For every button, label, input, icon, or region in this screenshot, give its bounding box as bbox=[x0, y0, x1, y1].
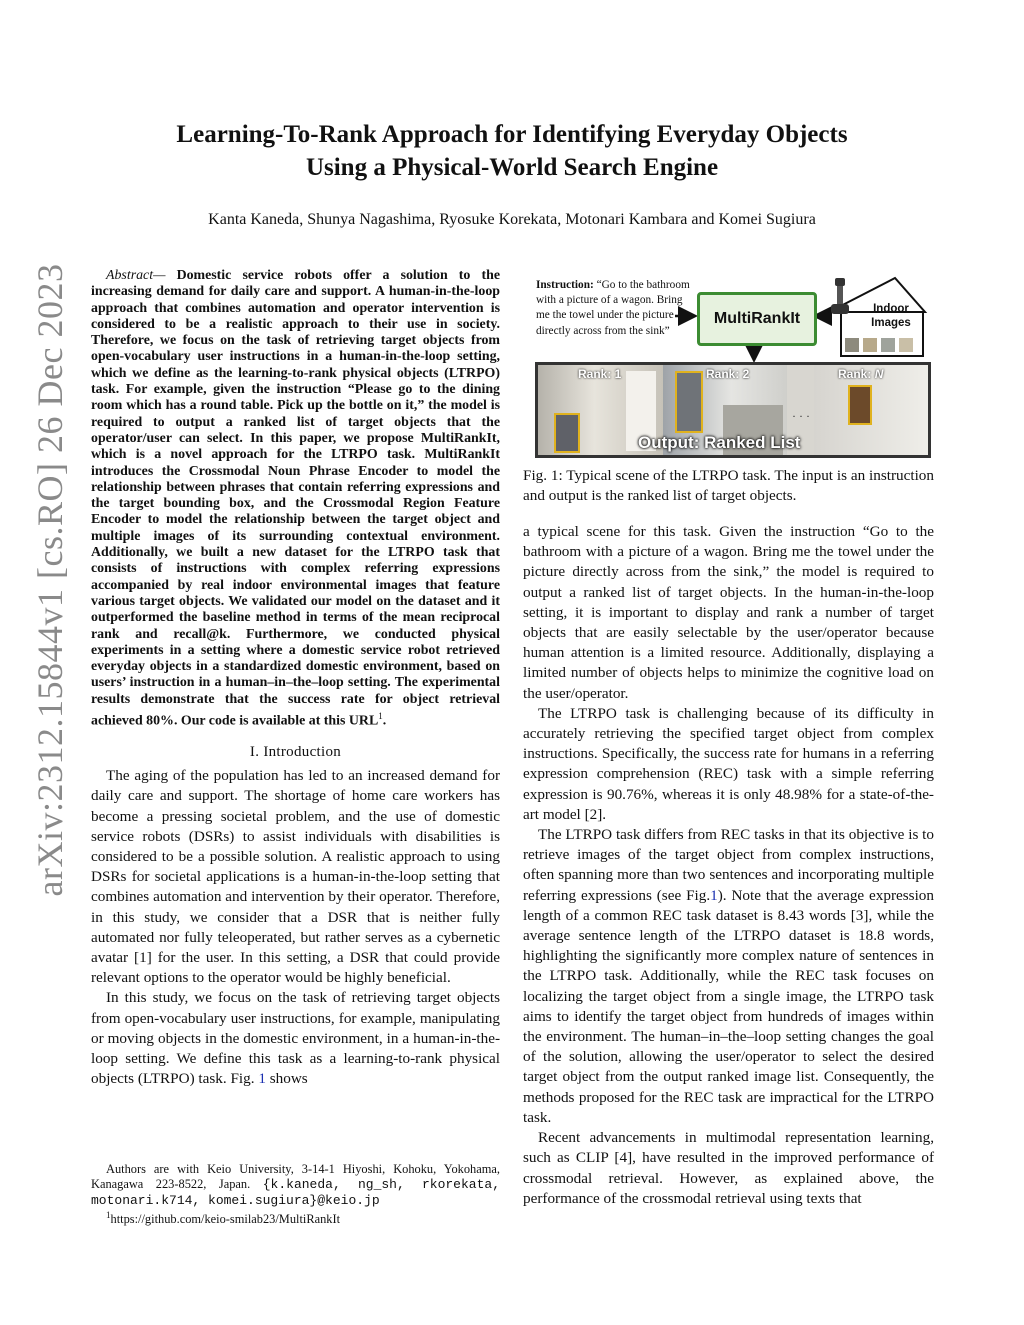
body-paragraph: Recent advancements in multimodal representation learning, such as CLIP [4], have resulted in the improved performance of crossmodal retrieval. However, as explained above, the performance of the crossmodal retrieval using texts that bbox=[523, 1129, 934, 1207]
left-column bbox=[91, 268, 500, 1089]
affiliation-footnote: Authors are with Keio University, 3-14-1 Hiyoshi, Kohoku, Yokohama, Kanagawa 223-8522, Japan. {k.kaneda, ng_sh, rkorekata, motonari.k714, komei.sugiura}@keio.jp bbox=[91, 1162, 500, 1208]
body-paragraph: The aging of the population has led to an increased demand for daily care and support. The shortage of home care workers has become a pressing societal problem, and the use of domestic service robots (DSRs) to assist individuals with disabilities is considered to be a possible solution. A realistic approach to using DSRs for societal applications is a human-in-the-loop setting that combines automation and intervention by their operator. Therefore, in this study, we consider that a DSR that is neither fully automated nor fully teleoperated, but rather serves as a cybernetic avatar [1] for the user. In this setting, a DSR that could provide relevant options to the operator would be highly beneficial. bbox=[91, 767, 500, 987]
arxiv-stamp: arXiv:2312.15844v1 [cs.RO] 26 Dec 2023 bbox=[30, 263, 70, 897]
rank-1-label: Rank: 1 bbox=[578, 367, 622, 381]
indoor-images-label: Indoor Images bbox=[871, 303, 911, 329]
rank-2-label: Rank: 2 bbox=[706, 367, 750, 381]
author-list: Kanta Kaneda, Shunya Nagashima, Ryosuke Korekata, Motonari Kambara and Komei Sugiura bbox=[208, 211, 816, 228]
section-heading-introduction: I. Introduction bbox=[249, 743, 342, 760]
output-ranked-list-label: Output: Ranked List bbox=[638, 433, 801, 452]
robot-icon bbox=[831, 278, 849, 314]
body-paragraph: a typical scene for this task. Given the instruction “Go to the bathroom with a picture of a wagon. Bring me the towel under the picture directly across from the sink,” the model is required to output a ranked list of target objects. In the human-in-the-loop setting, it is important to display and rank a number of target objects that are easily selectable by the user/operator because human attention is a limited resource. Additionally, displaying a limited number of objects helps to minimize the cognitive load on the user/operator. bbox=[523, 523, 934, 702]
author-emails: {k.kaneda, ng_sh, rkorekata, motonari.k714, komei.sugiura}@keio.jp bbox=[91, 1177, 500, 1208]
footnote-mark[interactable]: 1 bbox=[378, 711, 383, 722]
ellipsis: · · · bbox=[792, 409, 810, 423]
title-line-1: Learning-To-Rank Approach for Identifying Everyday Objects bbox=[176, 121, 848, 148]
figure-reference-link[interactable]: 1 bbox=[710, 886, 718, 904]
body-paragraph: In this study, we focus on the task of retrieving target objects from open-vocabulary user instructions, for example, manipulating or moving objects in the domestic environment, in a human-in-the-loop setting. We define this task as a learning-to-rank physical objects (LTRPO) task. Fig. 1 shows bbox=[91, 989, 500, 1088]
paper-title bbox=[100, 118, 924, 184]
code-url-link[interactable]: https://github.com/keio-smilab23/MultiRankIt bbox=[110, 1212, 341, 1227]
model-box: MultiRankIt bbox=[697, 292, 817, 346]
figure-1 bbox=[525, 272, 935, 462]
figure-instruction: Instruction: “Go to the bathroom with a picture of a wagon. Bring me the towel under the picture directly across from the sink” bbox=[536, 279, 690, 337]
rank-n-label: Rank: N bbox=[838, 367, 884, 381]
title-line-2: Using a Physical-World Search Engine bbox=[305, 154, 719, 181]
body-paragraph: The LTRPO task differs from REC tasks in that its objective is to retrieve images of the target object from complex instructions, often spanning more than two sentences and incorporating multiple referring expressions (see Fig.1). Note that the average expression length of a common REC task dataset is 8.43 words [3], while the average sentence length of the LTRPO dataset is 18.8 words, highlighting the significantly more complex nature of sentences in the LTRPO task. Additionally, while the REC task focuses on localizing the target object from a single image, the LTRPO task aims to identify the target object from hundreds of images within the environment. The human–in–the–loop setting changes the goal of the solution, allowing the user/operator to select the desired target object from the output ranked image list. Consequently, the methods proposed for the REC task are impractical for the LTRPO task. bbox=[523, 826, 934, 1126]
figure-caption: Fig. 1: Typical scene of the LTRPO task. The input is an instruction and output is the ranked list of target objects. bbox=[523, 467, 934, 505]
body-paragraph: The LTRPO task is challenging because of its difficulty in accurately retrieving the specified target object from complex instructions. Specifically, the success rate for humans in a referring expression comprehension (REC) task with a simple referring expression is 90.76%, whereas it is only 48.98% for a state-of-the-art model [2]. bbox=[523, 704, 934, 823]
abstract-text: Domestic service robots offer a solution to the increasing demand for daily care and support. A human-in-the-loop approach that combines automation and operator intervention is considered to be a realistic approach to their use in society. Therefore, we focus on the task of retrieving target objects from open-vocabulary user instructions in a human-in-the-loop setting, which we define as the learning-to-rank physical objects (LTRPO) task. For example, given the instruction “Please go to the dining room which has a round table. Pick up the bottle on it,” the model is required to output a ranked list of target objects that the operator/user can select. In this paper, we propose MultiRankIt, which is a novel approach for the LTRPO task. MultiRankIt introduces the Crossmodal Noun Phrase Encoder to model the relationship between phrases that contain referring expressions and the target bounding box, and the Crossmodal Region Feature Encoder to model the relationship between the target object and multiple images of its surrounding contextual environment. Additionally, we built a new dataset for the LTRPO task that consists of instructions with complex referring expressions accompanied by real indoor environmental images that feature various target objects. We validated our model on the dataset and it outperformed the baseline method in terms of the mean reciprocal rank and recall@k. Furthermore, we conducted physical experiments in a setting where a domestic service robot retrieved everyday objects in a standardized domestic environment, based on users’ instruction in a human–in–the–loop setting. The experimental results demonstrate that the success rate for object retrieval achieved 80%. Our code is available at this URL bbox=[91, 268, 500, 729]
abstract: Abstract— Domestic service robots offer a solution to the increasing demand for daily care and support. A human-in-the-loop approach that combines automation and operator intervention is considered to be a realistic approach to their use in society. Therefore, we focus on the task of retrieving target objects from open-vocabulary user instructions in a human-in-the-loop setting, which we define as the learning-to-rank physical objects (LTRPO) task. For example, given the instruction “Please go to the dining room which has a round table. Pick up the bottle on it,” the model is required to output a ranked list of target objects that the operator/user can select. In this paper, we propose MultiRankIt, which is a novel approach for the LTRPO task. MultiRankIt introduces the Crossmodal Noun Phrase Encoder to model the relationship between phrases that contain referring expressions and the target bounding box, and the Crossmodal Region Feature Encoder to model the relationship between the target object and multiple images of its surrounding contextual environment. Additionally, we built a new dataset for the LTRPO task that consists of instructions with complex referring expressions accompanied by real indoor environmental images that feature various target objects. We validated our model on the dataset and it outperformed the baseline method in terms of the mean reciprocal rank and recall@k. Furthermore, we conducted physical experiments in a setting where a domestic service robot retrieved everyday objects in a standardized domestic environment, based on users’ instruction in a human–in–the–loop setting. The experimental results demonstrate that the success rate for object retrieval achieved 80%. Our code is available at this URL$^1$. bbox=[91, 268, 500, 729]
footnotes bbox=[91, 1162, 500, 1228]
right-column bbox=[523, 522, 934, 1209]
url-footnote: $^1$https://github.com/keio-smilab23/MultiRankIt bbox=[106, 1210, 341, 1227]
ranked-output-strip bbox=[535, 362, 931, 458]
figure-reference-link[interactable]: 1 bbox=[258, 1070, 266, 1088]
